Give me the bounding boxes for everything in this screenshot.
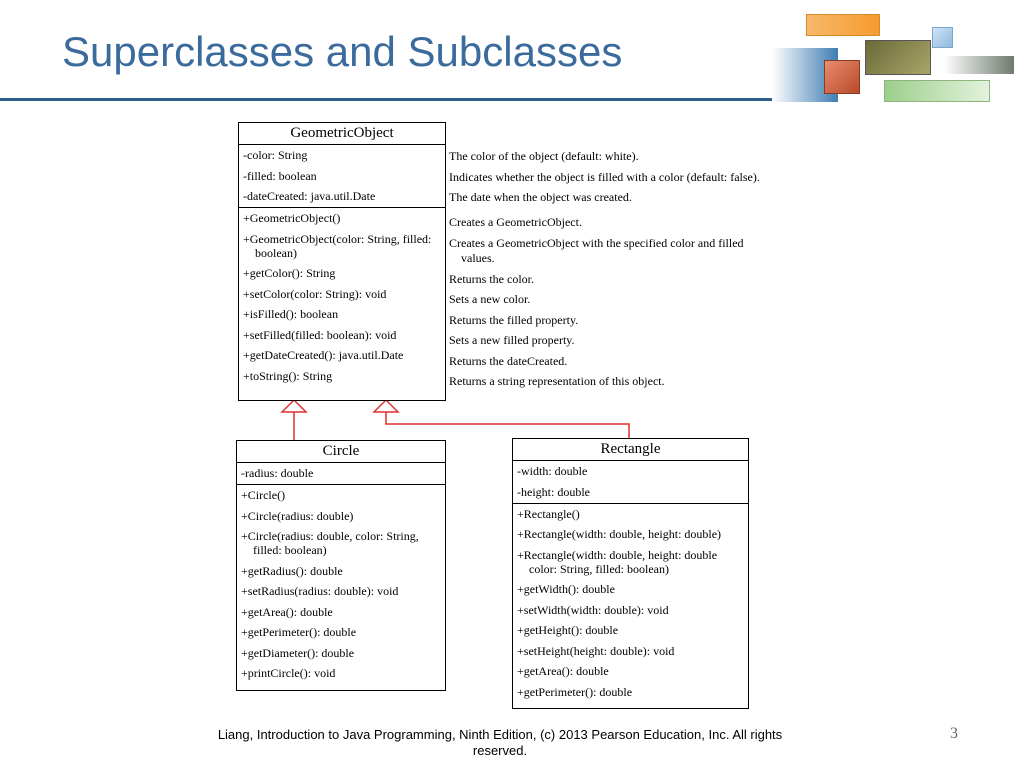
method: +printCircle(): void [241, 666, 336, 680]
field-description: Indicates whether the object is filled with a color (default: false). [449, 170, 760, 184]
method: +toString(): String [243, 368, 333, 383]
method: +getRadius(): double [241, 563, 343, 578]
method: +GeometricObject(color: String, filled: boolean) [243, 231, 432, 260]
field: -color: String [243, 148, 308, 162]
field-description: The date when the object was created. [449, 190, 632, 204]
method: +getArea(): double [241, 604, 333, 619]
method: +setRadius(radius: double): void [241, 584, 399, 598]
method-description: Creates a GeometricObject with the specified color and filled [449, 236, 744, 250]
fields-section [237, 463, 445, 485]
class-name: Circle [237, 441, 445, 463]
method: +GeometricObject() [243, 211, 341, 225]
method: +Circle(radius: double) [241, 508, 354, 523]
method: +Circle(radius: double, color: String, filled: boolean) [241, 529, 419, 557]
method: +getWidth(): double [517, 582, 615, 596]
methods-section [237, 485, 445, 684]
circle-class [236, 440, 446, 691]
field: -width: double [517, 464, 588, 478]
method: +Rectangle(width: double, height: double color: String, filled: boolean) [517, 547, 718, 576]
method: +getHeight(): double [517, 623, 619, 637]
method-description: Returns the dateCreated. [449, 354, 568, 368]
rectangle-inheritance-line [386, 412, 629, 438]
slide-title: Superclasses and Subclasses [62, 28, 623, 75]
method-description: Sets a new color. [449, 292, 531, 306]
field: -dateCreated: java.util.Date [243, 189, 376, 203]
method-description: Returns a string representation of this object. [449, 374, 665, 388]
method: +getColor(): String [243, 266, 336, 280]
page-number: 3 [950, 725, 958, 742]
field: -filled: boolean [243, 168, 317, 183]
method-description: Creates a GeometricObject. [449, 215, 582, 229]
method: +getPerimeter(): double [241, 625, 357, 639]
fields-section [513, 461, 748, 504]
method: +setColor(color: String): void [243, 286, 387, 301]
slide-footer: Liang, Introduction to Java Programming, Ninth Edition, (c) 2013 Pearson Education, Inc. All rights reserved. [217, 727, 783, 758]
method: +getArea(): double [517, 664, 609, 678]
rectangle-inheritance-arrowhead [374, 400, 398, 412]
method: +Rectangle(width: double, height: double) [517, 527, 722, 541]
field: -height: double [517, 484, 590, 499]
geometric-object-class [238, 122, 446, 401]
method: +Rectangle() [517, 506, 580, 521]
methods-section [513, 504, 748, 703]
class-name: GeometricObject [239, 123, 445, 145]
method-description: Returns the color. [449, 272, 534, 286]
method: +setFilled(filled: boolean): void [243, 327, 397, 342]
circle-inheritance-arrowhead [282, 400, 306, 412]
field: -radius: double [241, 466, 314, 480]
method: +isFilled(): boolean [243, 307, 339, 321]
method-description: Sets a new filled property. [449, 333, 575, 347]
field-description: The color of the object (default: white). [449, 149, 639, 163]
method-description: Returns the filled property. [449, 313, 579, 327]
method-description-continued: values. [461, 251, 495, 265]
fields-section [239, 145, 445, 208]
method: +Circle() [241, 488, 286, 502]
class-name: Rectangle [513, 439, 748, 461]
methods-section [239, 208, 445, 387]
method: +setHeight(height: double): void [517, 643, 675, 658]
geometric-object-descriptions [449, 148, 829, 398]
method: +getDateCreated(): java.util.Date [243, 348, 404, 362]
method: +setWidth(width: double): void [517, 602, 669, 617]
method: +getDiameter(): double [241, 645, 355, 660]
method: +getPerimeter(): double [517, 684, 633, 699]
rectangle-class [512, 438, 749, 709]
